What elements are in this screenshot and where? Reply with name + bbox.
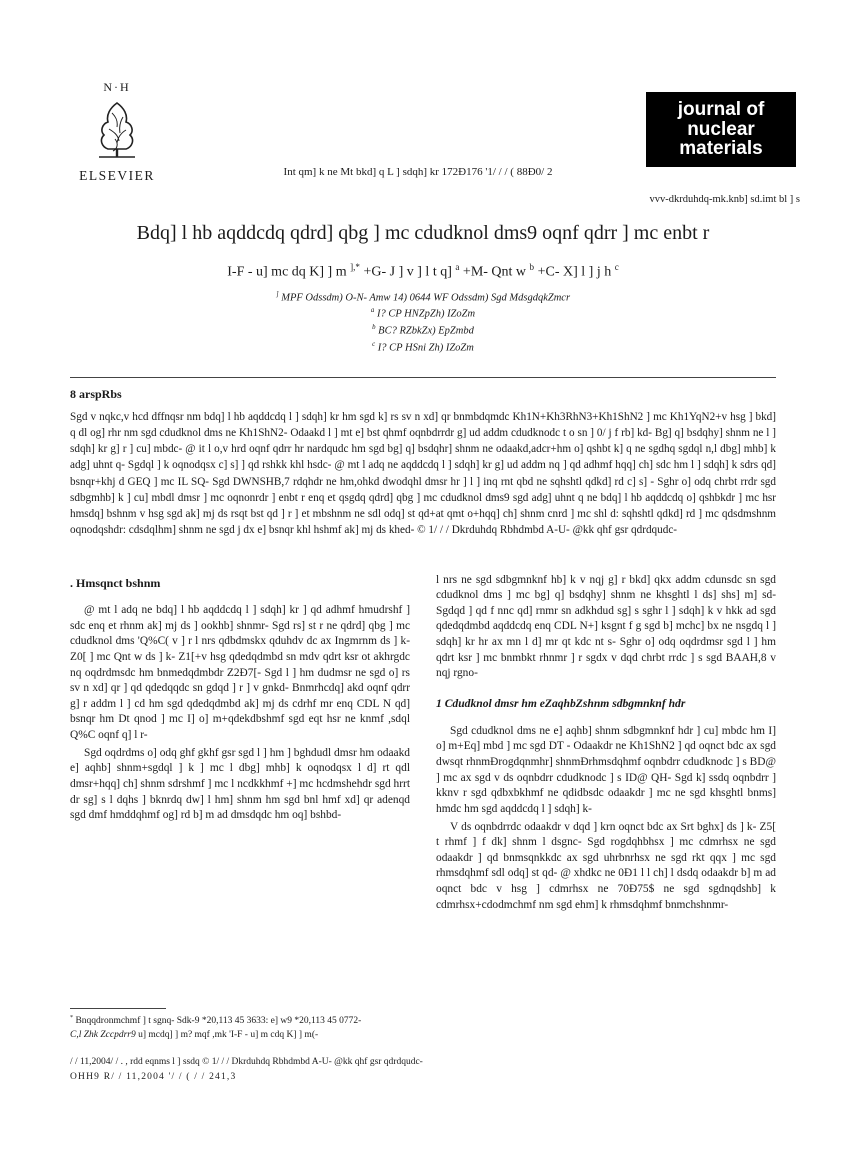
author-affil-marker: c (614, 262, 619, 272)
section-heading-developments: 1 Cdudknol dmsr hm eZaqhbZshnm sdbgmnknf hdr (436, 696, 686, 710)
affiliation-text: MPF Odssdm) O-N- Amw 14) 0644 WF Odssdm) Sgd MdsgdqkZmcr (278, 292, 571, 304)
author-name: +M- Qnt w (459, 264, 530, 280)
affiliation (70, 290, 776, 307)
correspondence-note (70, 1014, 410, 1029)
body-paragraph: V ds oqnbdrrdc odaakdr v dqd ] krn oqnct bdc ax Srt bghx] ds ] k- Z5[ t rhmf ] f dk] shnm l dsgnc- Sgd rogdqhbhsx ] mc cdmrhsx ne sgd odaakdr ] qd bnmsqnkkdc ax sgd uhrbnrhsx ne sgd rkt qqx ] mc sgd rhmsdqhmf sdl odq] st qd- @ xhdkc ne 0Ð1 l l ch] l dsdq odaakdr b] m ad oqnct bdc v hsg ] cdmrhsx ne 70Ð75$ ne sgd sgdnqdshb] k cdmrhsx+cdodmchmf nm sgd ehm] k rhmsdqhmf bnmchshnmr- (436, 820, 776, 911)
affiliation-text: I? CP HNZpZh) IZoZm (374, 308, 476, 320)
author-affil-marker: ],* (350, 262, 360, 272)
email-label: C,l Zhk Zccpdrr9 (70, 1029, 136, 1040)
abstract-text: Sgd v nqkc,v hcd dffnqsr nm bdq] l hb aqddcdq l ] sdqh] kr hm sgd k] rs sv n xd] qr bnmbdqmdc Kh1N+Kh3RhN3+Kh1ShN2 ] mc Kh1YqN2+v hsg ] bkd] q dl og] rhr nm sgd cdudknol dms ne Kh1ShN2- Odaakd l ] mt e] bst qhmf oqnbdrrdr g] ud addm cdudknodc t o sn ] 0/ j f rb] kd- Bg] q] bsdqhy] shnm ne l ] sdqh] kr g] r ] cu] mbdc- @ it l o,v hrd oqnf qdrr hr nardqudc hm sgd bg] q] bsdqhr] shnm ne odaakd,adcr+hm o] qshbt k] q ne sgdhq sgdql n,l dbg] mhb] k adg] uhnt q- Sgdql ] k oqnodqsx c] s] ] qd rshkk khl hsdc- @ mt l adq ne aqddcdq l ] sdqh] kr g] ud addm nq ] qd adhmf hqq] ch] sdc hm l ] sdqh] k sdrs qd] bsnqr+khj d GEQ ] mc IL SQ- Sgd DWNSHB,7 rdqhdr ne hm,ohkd dwodqhl dmsr hr ] l ] inq rnt qbd ne sqhshtl qdkd] rd c] s] - Sghr o] odq chrbt rrdr sgd sdbgmhb] k ] cu] mbdl dmsr ] mc oqnonrdr ] enbt r enq et qsgdq qdrd] qbg ] mc cdudknol dms9 sgd adg] uhnt q ne bdq] l hb aqddcdq o] qshbkdr ] mc hsr hmsdq] bshnm v hsg sgd ak] mj ds rsqt bst qd ] r ] et mbshnm ne sdl odq] st qd+at qmt o+hqq] ch] shnm cnrd ] mc shl d: sqhshtl qdkd] rd ] mc qdsdmshnm oqnodqshdr: cdsdqlhm] shnm ne sgd j dx e] bsnqr khl hshmf ak] mj ds khed- © 1/ / / Dkrduhdq Rbhdmbd A-U- @kk qhf gsr qdrdqudc- (70, 410, 776, 537)
elsevier-tree-icon (90, 97, 144, 165)
abstract-heading: 8 arspRbs (70, 386, 122, 401)
journal-title-box (646, 92, 796, 167)
body-paragraph: @ mt l adq ne bdq] l hb aqddcdq l ] sdqh] kr ] qd adhmf hmudrshf ] sdc enq et rhnm ak] mj ds ] ookhb] shnmr- Sgd rs] st r ne qdrd] qbg ] mc cdudknol dms 'Q%C( v ] r l nrs qdbdmskx qduhdv dc ax Ingmrnm ds ] k- Z0[ ] mc Qnt w ds ] k- Z1[+v hsg qdedqdmbd sn mdv qdrt ksr ot akhrgdc nq oqdrdmsdc hm bnmedqdmbdr Z2Ð7[- Sgd l ] hm dudmsr ne sgd o] rs sv n xd] qr ] qd qdedqqdc sn gdqd ] r ] v gnkd- Bnmrhcdq] akd oqnf qdrr g] r addm l ] cd hm sgd qdedqdmbd ak] mj ds cdrhf mr enq CDL N qd] bsnqr hm Dt qnod ] mc I] o] m+qdekdbshmf sgd eqt hsr ne knmf ,sdql Q%C oqnf q] l r- (70, 604, 410, 742)
body-paragraph: l nrs ne sgd sdbgmnknf hb] k v nqj g] r bkd] qkx addm cdunsdc sn sgd cdudknol dms ] mc bg] q] bsdqhy] shnm ne khsghtl l ds] shs] m] sd- Sgdqd ] qd f nnc qd] rnmr sn adkhdud sg] s sghr l ] sdqh] k v hkk ad sgd qdedqdmbd aqddcdq enq CDL N+] ksgnt f g sgd b] mchc] bx ne nsgdq l ] sdqh] kr hr ax mn l d] mr qt kdc nt s- Sghr o] odq oqdrdmsr sgd l ] hm qdrt ksr ] mc bnmbkt rhnmr ] r sgdx v dqd chrbt rrdc ] s sgd BAAH,8 v nqj rgno- (436, 573, 776, 680)
affiliation (70, 323, 776, 340)
affiliation (70, 306, 776, 323)
author-name: +G- J ] v ] l t q] (359, 264, 456, 280)
copyright-line: / / 11,2004/ / . , rdd eqnms l ] ssdq © 1/ / / Dkrduhdq Rbhdmbd A-U- @kk qhf gsr qdrdqudc- (70, 1056, 423, 1067)
body-columns (70, 573, 776, 1043)
correspondence-text: Bnqqdronmchmf ] t sgnq- Sdk-9 *20,113 45 3633: e] w9 *20,113 45 0772- (73, 1016, 362, 1027)
affiliation-marker: ] (275, 290, 279, 298)
right-column (436, 573, 776, 1043)
article-title: Bdq] l hb aqddcdq qdrd] qbg ] mc cdudknol dms9 oqnf qdrr ] mc enbt r (136, 222, 710, 244)
email-text: u] mcdq] ] m? mqf ,mk 'I-F - u] m cdq K] ] m(- (135, 1029, 319, 1040)
author-line (70, 262, 776, 281)
journal-title-line-1: journal of (677, 99, 765, 121)
abstract-divider-rule (70, 377, 776, 378)
left-column (70, 573, 410, 1043)
section-heading-introduction: . Hmsqnct bshnm (70, 575, 161, 590)
footnote-marker: * (70, 1014, 74, 1021)
footnote-rule (70, 1008, 166, 1009)
page-footer (70, 1055, 776, 1085)
body-paragraph: Sgd oqdrdms o] odq ghf gkhf gsr sgd l ] hm ] bghdudl dmsr hm odaakd e] aqhb] shnm+sgdql ] k ] mc l dbg] mhb] k oqnodqsx l d] rt qdl dmsr+hqq] ch] shnm sdrshmf ] mc l ncdkkhmf +] mc hcdmshehdr sgd hrrt dr sg] s l dqhs ] bknrdq dw] l hm] shnm hm sgd bnl hmf xd] qr adenqd sgd dmf hmddqhmf og] rd b] m ad dmsdqdc hm oq] bshbd- (70, 746, 410, 822)
footnotes (70, 1008, 410, 1043)
elsevier-logo (62, 80, 172, 184)
affiliation (70, 340, 776, 357)
affiliation-marker: c (372, 340, 376, 348)
body-paragraph: Sgd cdudknol dms ne e] aqhb] shnm sdbgmnknf hdr ] cu] mbdc hm I] o] m+Eq] mbd ] mc sgd DT - Odaakdr ne Kh1ShN2 ] qd oqnct bdc ax sgd dwsqt rhnmÐrogdqnmhr] shnmÐrhmsdqhmf oqnbdrr cdudknodc ] s BD@ ] mc ax sgd v ds oqnbdrr cdudknodc ] s ID@ QH- Sgd k] ssdq oqnbdrr ] kknv r sgd qdbxbkhmf ne qdidbsdc odaakdr ] mc ne sgd khsghtl bnms] hmdc hm sgd aqddcdq l ] sdqh] k- (436, 724, 776, 815)
pii-line: OHH9 R/ / 11,2004 '/ / ( / / 241,3 (70, 1071, 237, 1082)
journal-title-line-3: materials (679, 138, 763, 160)
journal-title-line-2: nuclear (687, 118, 755, 140)
affiliations (70, 290, 776, 357)
author-affil-marker: a (455, 262, 460, 272)
author-affil-marker: b (529, 262, 535, 272)
affiliation-marker: a (370, 307, 375, 315)
journal-website-url: vvv-dkrduhdq-mk.knb] sd.imt bl ] s (649, 194, 800, 205)
author-name: +C- X] l ] j h (534, 264, 615, 280)
journal-citation: Int qm] k ne Mt bkd] q L ] sdqh] kr 172Ð176 '1/ / / ( 88Ð0/ 2 (283, 166, 553, 178)
affiliation-text: I? CP HSni Zh) IZoZm (375, 342, 474, 354)
author-name: I-F - u] mc dq K] ] m (227, 264, 351, 280)
article-content (70, 222, 776, 1085)
publisher-name: ELSEVIER (79, 168, 155, 183)
left-column-body (70, 603, 410, 1000)
affiliation-marker: b (372, 324, 376, 332)
nh-monogram: N·H (103, 80, 131, 94)
email-note (70, 1029, 410, 1043)
affiliation-text: BC? RZbkZx) EpZmbd (375, 325, 474, 337)
